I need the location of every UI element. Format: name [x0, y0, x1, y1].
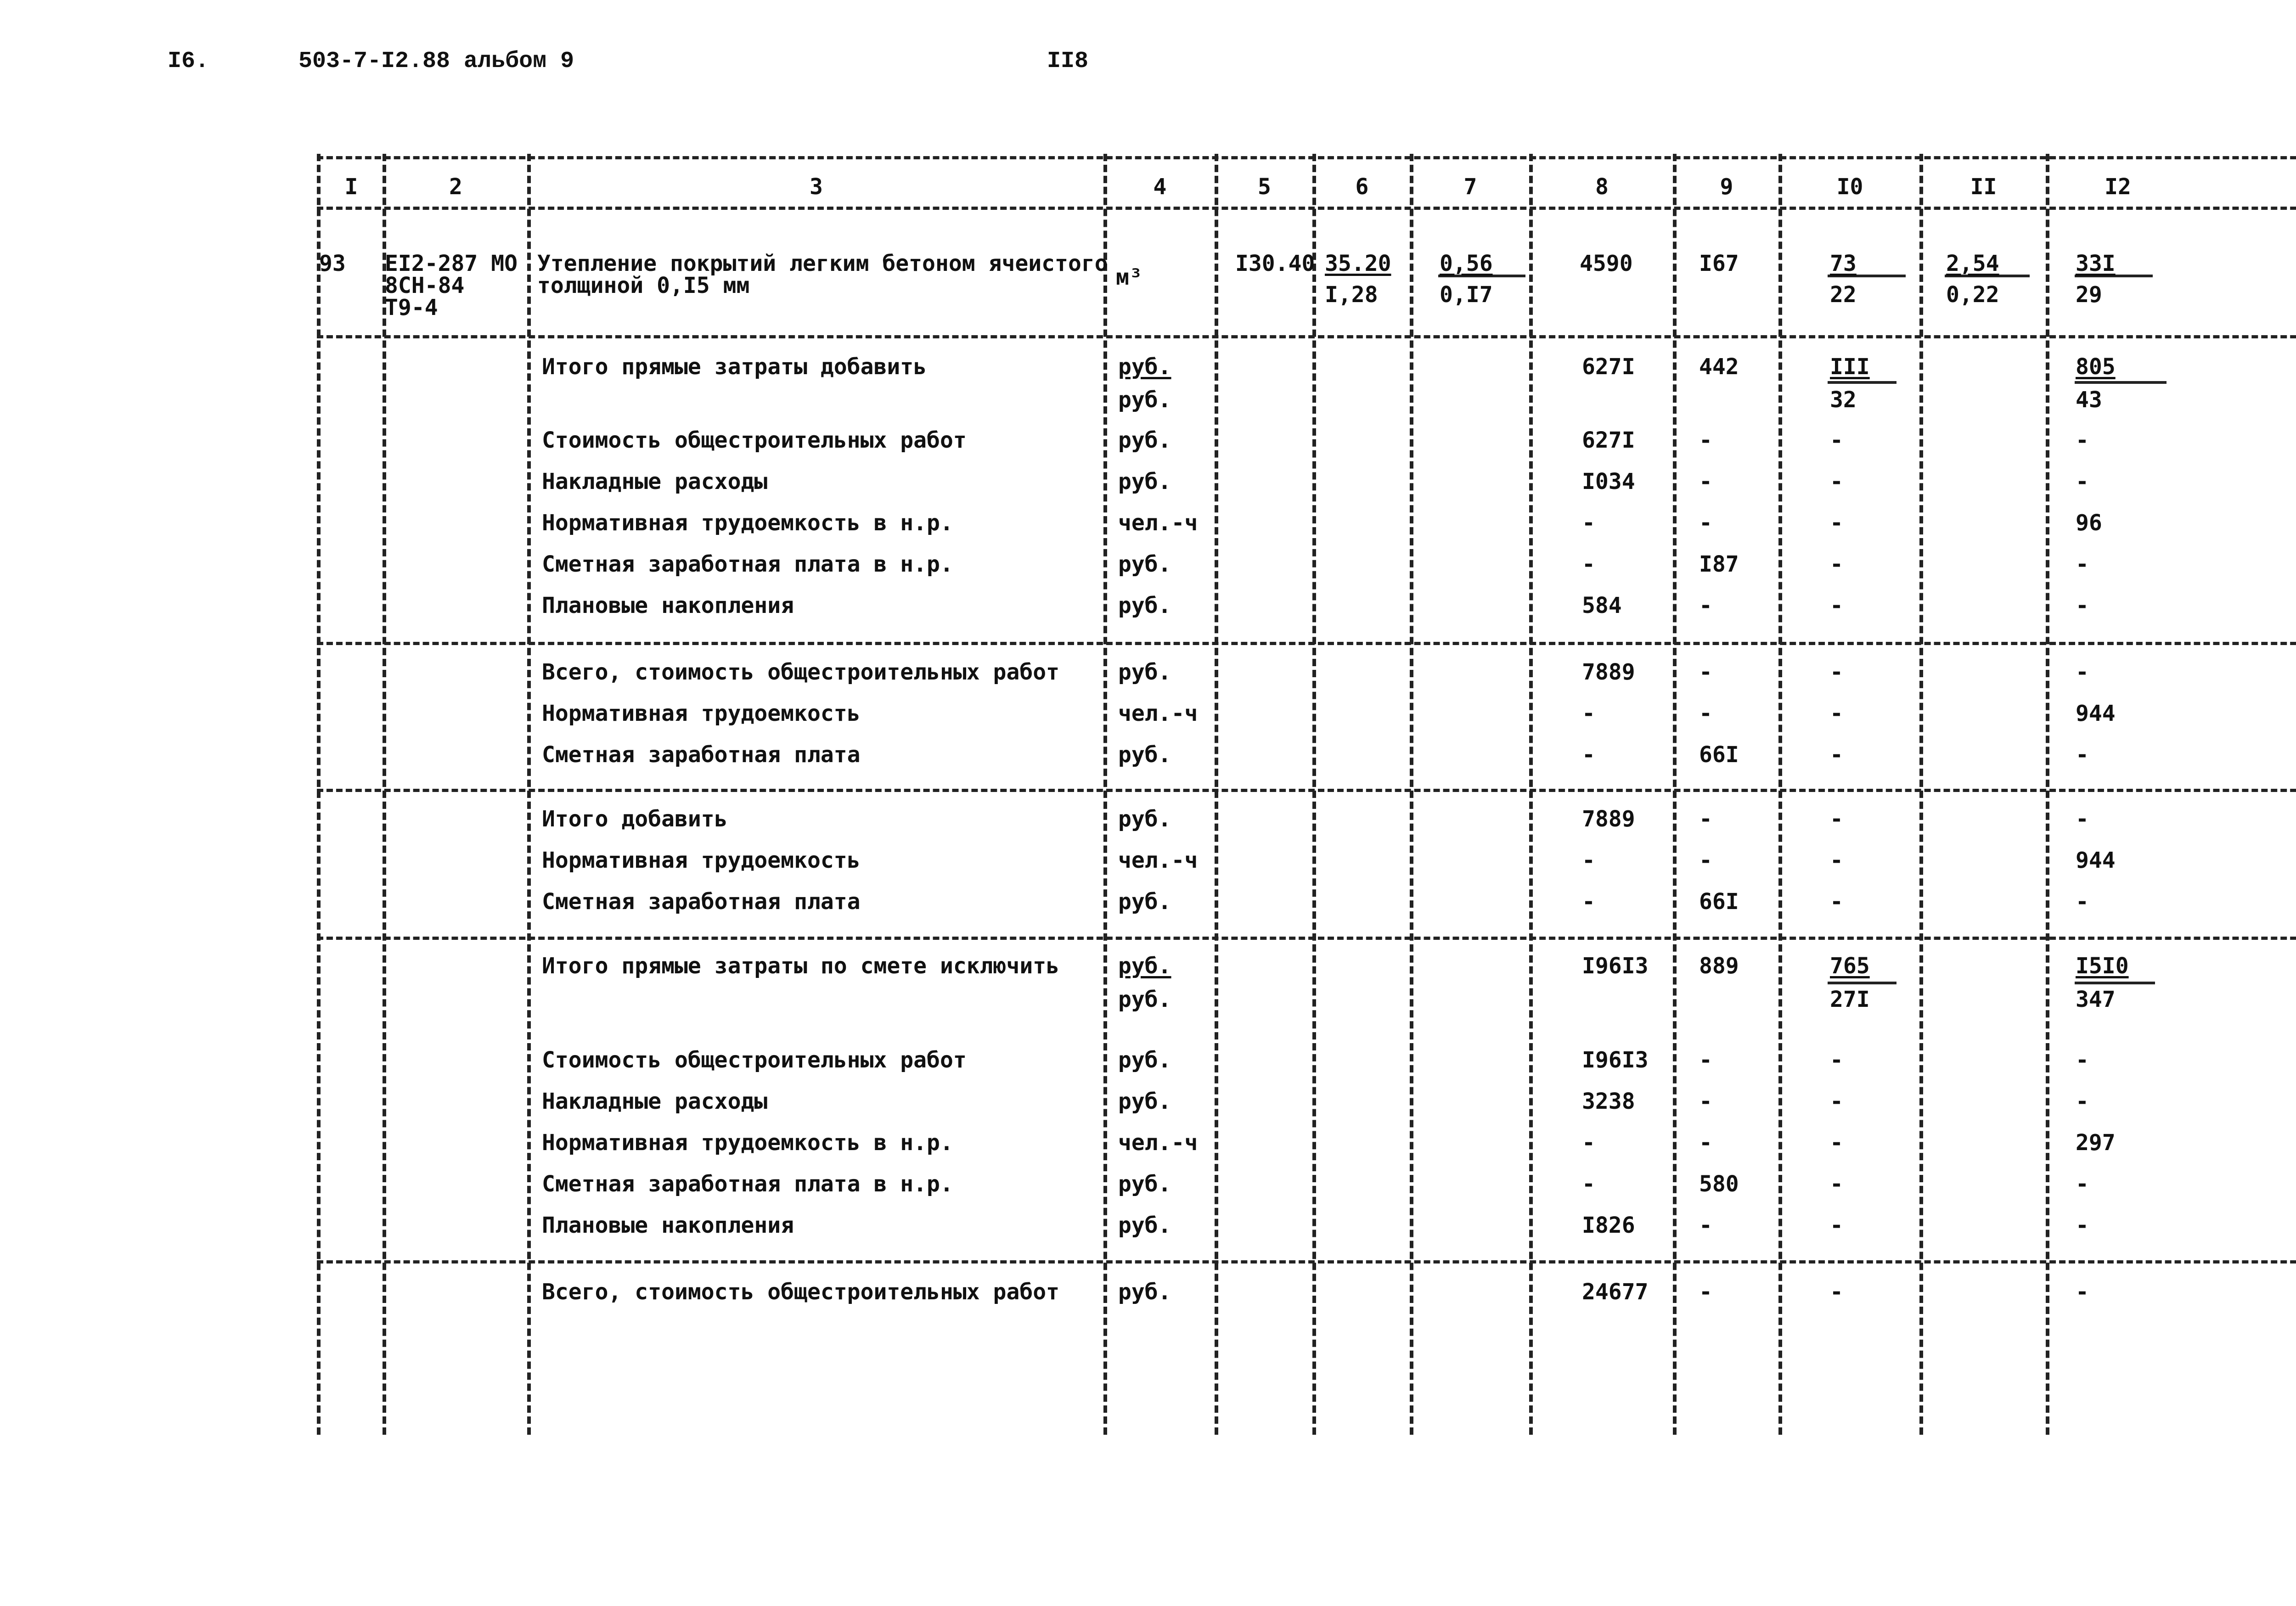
row-border — [317, 207, 2296, 210]
col-header-3: 3 — [810, 174, 823, 200]
summary-row-label: Всего, стоимость общестроительных работ — [542, 1279, 1060, 1305]
column-border — [317, 154, 321, 1435]
summary-row-label: Нормативная трудоемкость — [542, 701, 861, 726]
summary-row-col10: - — [1830, 1047, 1843, 1073]
summary-row-col8: - — [1582, 701, 1595, 726]
summary-row-unit: руб. — [1118, 427, 1171, 453]
summary-row-col9: 580 — [1699, 1171, 1739, 1197]
row-border — [317, 1260, 2296, 1263]
summary-row-col12: - — [2076, 889, 2089, 915]
summary-row-col10-top: 765 — [1830, 953, 1870, 979]
summary-row-unit: чел.-ч — [1118, 510, 1198, 536]
page-corner-number: I6. — [168, 48, 209, 74]
item-code-2: 8CH-84 — [385, 273, 465, 298]
summary-row-col12: - — [2076, 427, 2089, 453]
item-col7-bottom: 0,I7 — [1440, 282, 1493, 308]
row-border — [317, 156, 2296, 159]
summary-row-col12: - — [2076, 593, 2089, 618]
summary-row-unit: чел.-ч — [1118, 1130, 1198, 1156]
summary-row-label: Стоимость общестроительных работ — [542, 1047, 967, 1073]
summary-row-col12: - — [2076, 1047, 2089, 1073]
item-col8: 4590 — [1580, 251, 1633, 276]
summary-row-col8: - — [1582, 848, 1595, 873]
summary-row-col10: - — [1830, 551, 1843, 577]
summary-row-unit: руб. — [1118, 889, 1171, 915]
col-header-2: 2 — [449, 174, 462, 200]
summary-row-col9: I87 — [1699, 551, 1739, 577]
item-col10-bottom: 22 — [1830, 282, 1857, 308]
summary-row-col12-top: I5I0 — [2076, 953, 2129, 979]
summary-row-col8: - — [1582, 551, 1595, 577]
item-col12-top: 33I — [2076, 251, 2116, 276]
summary-row-label: Итого прямые затраты по смете исключить — [542, 953, 1060, 979]
summary-row-col9: - — [1699, 806, 1712, 832]
summary-row-label: Плановые накопления — [542, 1213, 794, 1238]
summary-row-col9: - — [1699, 848, 1712, 873]
col-header-11: II — [1970, 174, 1997, 200]
summary-row-col9: - — [1699, 1213, 1712, 1238]
summary-row-unit: чел.-ч — [1118, 848, 1198, 873]
summary-row-unit: чел.-ч — [1118, 701, 1198, 726]
column-border — [1778, 154, 1782, 1435]
summary-row-col9: - — [1699, 469, 1712, 494]
summary-row-col9: - — [1699, 427, 1712, 453]
summary-row-col9: - — [1699, 1047, 1712, 1073]
document-code: 503-7-I2.88 альбом 9 — [298, 48, 574, 74]
summary-row-col9: - — [1699, 1130, 1712, 1156]
summary-row-col12: - — [2076, 1171, 2089, 1197]
fraction-line — [1828, 381, 1896, 384]
summary-row-label: Всего, стоимость общестроительных работ — [542, 659, 1060, 685]
summary-row-col10: - — [1830, 469, 1843, 494]
item-col11-top: 2,54 — [1946, 251, 1999, 276]
column-border — [1215, 154, 1218, 1435]
item-col12-bottom: 29 — [2076, 282, 2102, 308]
summary-row-col10: - — [1830, 593, 1843, 618]
column-border — [1919, 154, 1923, 1435]
summary-row-col12: - — [2076, 806, 2089, 832]
summary-row-unit: руб. — [1118, 551, 1171, 577]
summary-row-col10: - — [1830, 742, 1843, 768]
summary-row-col12-top: 805 — [2076, 354, 2116, 380]
item-code-3: T9-4 — [385, 295, 438, 320]
summary-row-col10: - — [1830, 806, 1843, 832]
summary-row-col10: - — [1830, 1213, 1843, 1238]
summary-row-label: Итого прямые затраты добавить — [542, 354, 927, 380]
fraction-line — [2075, 381, 2167, 384]
summary-row-col10: - — [1830, 1089, 1843, 1114]
summary-row-col12: - — [2076, 551, 2089, 577]
item-col5: I30.40 — [1235, 251, 1315, 276]
summary-row-col10-top: III — [1830, 354, 1870, 380]
page-number: II8 — [1047, 48, 1089, 74]
summary-row-col10-bottom: 27I — [1830, 987, 1870, 1012]
column-border — [1410, 154, 1413, 1435]
summary-row-col9: 889 — [1699, 953, 1739, 979]
summary-row-unit: руб. — [1118, 593, 1171, 618]
item-col6-top: 35.20 — [1325, 251, 1391, 276]
summary-row-col8: I96I3 — [1582, 953, 1649, 979]
summary-row-label: Сметная заработная плата — [542, 742, 861, 768]
summary-row-col9: 442 — [1699, 354, 1739, 380]
summary-row-col10: - — [1830, 427, 1843, 453]
summary-row-label: Нормативная трудоемкость в н.р. — [542, 510, 953, 536]
col-header-8: 8 — [1595, 174, 1609, 200]
summary-row-col8: I826 — [1582, 1213, 1635, 1238]
item-number: 93 — [319, 251, 346, 276]
summary-row-label: Стоимость общестроительных работ — [542, 427, 967, 453]
summary-row-col9: - — [1699, 510, 1712, 536]
column-border — [1103, 154, 1107, 1435]
summary-row-col12-bottom: 43 — [2076, 387, 2102, 413]
summary-row-col8: I96I3 — [1582, 1047, 1649, 1073]
summary-row-col8: 24677 — [1582, 1279, 1649, 1305]
summary-row-col10: - — [1830, 1171, 1843, 1197]
summary-row-unit: руб. — [1118, 1171, 1171, 1197]
item-description-2: толщиной 0,I5 мм — [537, 273, 750, 298]
col-header-12: I2 — [2105, 174, 2131, 200]
summary-row-col9: 66I — [1699, 742, 1739, 768]
column-border — [1673, 154, 1677, 1435]
summary-row-col12: - — [2076, 469, 2089, 494]
summary-row-label: Сметная заработная плата в н.р. — [542, 1171, 953, 1197]
summary-row-col9: 66I — [1699, 889, 1739, 915]
summary-row-unit: руб. — [1118, 1279, 1171, 1305]
summary-row-col12-bottom: 347 — [2076, 987, 2116, 1012]
summary-row-col8: 7889 — [1582, 806, 1635, 832]
col-header-4: 4 — [1153, 174, 1167, 200]
summary-row-col12: - — [2076, 1213, 2089, 1238]
summary-row-label: Нормативная трудоемкость — [542, 848, 861, 873]
summary-row-col12: - — [2076, 742, 2089, 768]
row-border — [317, 335, 2296, 338]
summary-row-col10: - — [1830, 1279, 1843, 1305]
item-col10-top: 73 — [1830, 251, 1857, 276]
item-col7-top: 0,56 — [1440, 251, 1493, 276]
row-border — [317, 789, 2296, 792]
summary-row-col8: - — [1582, 1171, 1595, 1197]
summary-row-col10: - — [1830, 510, 1843, 536]
summary-row-col8: - — [1582, 1130, 1595, 1156]
column-border — [2046, 154, 2049, 1435]
summary-row-col8: 7889 — [1582, 659, 1635, 685]
summary-row-col8: - — [1582, 742, 1595, 768]
column-border — [383, 154, 386, 1435]
summary-row-col12: 297 — [2076, 1130, 2116, 1156]
summary-row-label: Сметная заработная плата — [542, 889, 861, 915]
summary-row-col9: - — [1699, 593, 1712, 618]
summary-row-col8: 3238 — [1582, 1089, 1635, 1114]
column-border — [1312, 154, 1316, 1435]
summary-row-col8: 627I — [1582, 354, 1635, 380]
col-header-5: 5 — [1258, 174, 1271, 200]
summary-row-unit: руб. — [1118, 806, 1171, 832]
col-header-9: 9 — [1720, 174, 1733, 200]
summary-row-col10-bottom: 32 — [1830, 387, 1857, 413]
summary-row-unit: руб. — [1118, 742, 1171, 768]
summary-row-col8: - — [1582, 889, 1595, 915]
summary-row-col9: - — [1699, 659, 1712, 685]
summary-row-label: Итого добавить — [542, 806, 728, 832]
item-col9: I67 — [1699, 251, 1739, 276]
item-unit: м³ — [1116, 264, 1142, 290]
fraction-line — [1828, 982, 1896, 984]
col-header-6: 6 — [1355, 174, 1369, 200]
fraction-line — [2075, 982, 2155, 984]
col-header-10: I0 — [1836, 174, 1863, 200]
summary-row-col12: 944 — [2076, 848, 2116, 873]
summary-row-label: Нормативная трудоемкость в н.р. — [542, 1130, 953, 1156]
summary-row-unit: руб. — [1118, 1047, 1171, 1073]
summary-row-col10: - — [1830, 848, 1843, 873]
summary-row-label: Плановые накопления — [542, 593, 794, 618]
summary-row-col8: 584 — [1582, 593, 1622, 618]
summary-row-col9: - — [1699, 701, 1712, 726]
summary-row-col8: 627I — [1582, 427, 1635, 453]
summary-row-unit: руб. — [1118, 659, 1171, 685]
summary-row-unit-2: руб. — [1118, 987, 1171, 1012]
summary-row-label: Накладные расходы — [542, 469, 768, 494]
summary-row-col9: - — [1699, 1279, 1712, 1305]
summary-row-col12: - — [2076, 1089, 2089, 1114]
summary-row-col9: - — [1699, 1089, 1712, 1114]
row-border — [317, 937, 2296, 940]
summary-row-label: Накладные расходы — [542, 1089, 768, 1114]
col-header-1: I — [344, 174, 358, 200]
item-col6-bottom: I,28 — [1325, 282, 1378, 308]
summary-row-col8: I034 — [1582, 469, 1635, 494]
summary-row-col10: - — [1830, 1130, 1843, 1156]
summary-row-col10: - — [1830, 659, 1843, 685]
summary-row-col12: - — [2076, 1279, 2089, 1305]
summary-row-unit: руб. — [1118, 469, 1171, 494]
summary-row-col12: 96 — [2076, 510, 2102, 536]
summary-row-label: Сметная заработная плата в н.р. — [542, 551, 953, 577]
summary-row-unit: руб. — [1118, 1089, 1171, 1114]
col-header-7: 7 — [1463, 174, 1477, 200]
row-border — [317, 642, 2296, 645]
summary-row-col12: - — [2076, 659, 2089, 685]
summary-row-col10: - — [1830, 889, 1843, 915]
summary-row-col12: 944 — [2076, 701, 2116, 726]
summary-row-col10: - — [1830, 701, 1843, 726]
column-border — [527, 154, 531, 1435]
summary-row-unit-2: руб. — [1118, 387, 1171, 413]
summary-row-unit: руб. — [1118, 354, 1171, 380]
item-col11-bottom: 0,22 — [1946, 282, 1999, 308]
summary-row-col8: - — [1582, 510, 1595, 536]
column-border — [1529, 154, 1533, 1435]
item-description-1: Утепление покрытий легким бетоном ячеистого — [537, 251, 1108, 276]
item-code-1: EI2-287 MO — [385, 251, 518, 276]
summary-row-unit: руб. — [1118, 953, 1171, 979]
summary-row-unit: руб. — [1118, 1213, 1171, 1238]
